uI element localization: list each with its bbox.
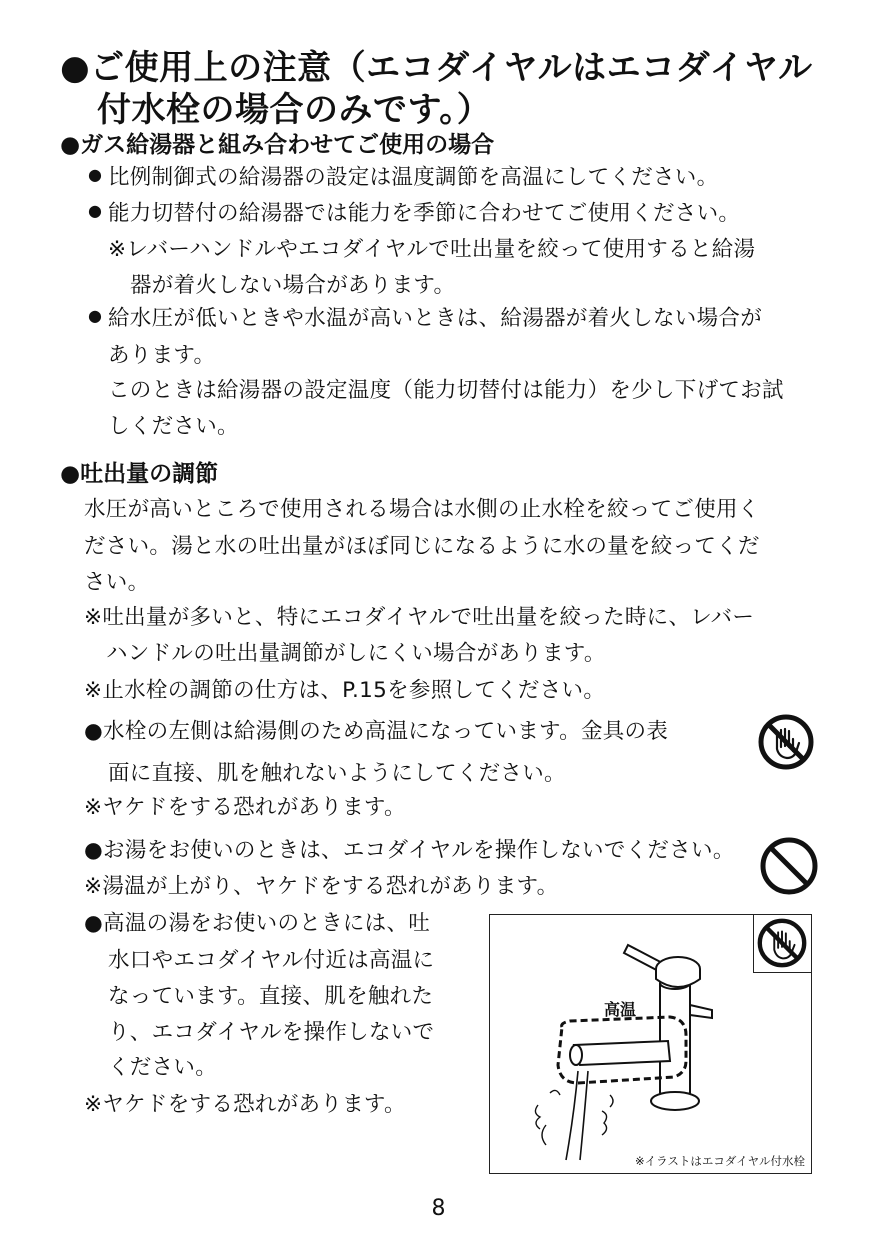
flow-paragraph-line2: ださい。湯と水の吐出量がほぼ同じになるように水の量を絞ってくだ xyxy=(84,534,760,559)
warning-1-line1: ●水栓の左側は給湯側のため高温になっています。金具の表 xyxy=(84,719,669,744)
no-touch-icon xyxy=(757,713,815,771)
warning-3-note: ※ヤケドをする恐れがあります。 xyxy=(84,1092,406,1117)
warning-3-line5: ください。 xyxy=(108,1055,218,1080)
warning-1-note: ※ヤケドをする恐れがあります。 xyxy=(84,795,406,820)
illustration-note: ※イラストはエコダイヤル付水栓 xyxy=(635,1154,805,1168)
page-number: 8 xyxy=(431,1196,446,1221)
warning-3-line2: 水口やエコダイヤル付近は高温に xyxy=(108,948,435,973)
gas-bullet-1: 比例制御式の給湯器の設定は温度調節を高温にしてください。 xyxy=(108,165,719,190)
warning-2-note: ※湯温が上がり、ヤケドをする恐れがあります。 xyxy=(84,874,559,899)
gas-note-line1: ※レバーハンドルやエコダイヤルで吐出量を絞って使用すると給湯 xyxy=(108,237,756,262)
flow-paragraph-line3: さい。 xyxy=(84,570,150,595)
flow-note-1-line2: ハンドルの吐出量調節がしにくい場合があります。 xyxy=(106,641,606,666)
faucet-illustration xyxy=(489,914,812,1174)
flow-note-1-line1: ※吐出量が多いと、特にエコダイヤルで吐出量を絞った時に、レバー xyxy=(84,605,755,630)
warning-3-line1: ●高温の湯をお使いのときには、吐 xyxy=(84,911,431,936)
faucet-drawing xyxy=(490,915,810,1173)
prohibited-icon xyxy=(759,836,819,896)
bullet-icon: ● xyxy=(88,201,102,220)
gas-bullet-3-line3: このときは給湯器の設定温度（能力切替付は能力）を少し下げてお試 xyxy=(108,378,784,403)
warning-1-line2: 面に直接、肌を触れないようにしてください。 xyxy=(108,761,566,786)
page-title-line2: 付水栓の場合のみです。） xyxy=(97,90,492,130)
gas-bullet-2: 能力切替付の給湯器では能力を季節に合わせてご使用ください。 xyxy=(108,201,741,226)
bullet-icon: ● xyxy=(88,306,102,325)
gas-bullet-3-line4: しください。 xyxy=(108,414,239,439)
warning-3-line4: り、エコダイヤルを操作しないで xyxy=(108,1020,435,1045)
gas-heater-heading: ●ガス給湯器と組み合わせてご使用の場合 xyxy=(60,132,495,158)
warning-2-line1: ●お湯をお使いのときは、エコダイヤルを操作しないでください。 xyxy=(84,838,735,863)
bullet-icon: ● xyxy=(88,165,102,184)
gas-bullet-3-line2: あります。 xyxy=(108,343,216,368)
flow-note-2: ※止水栓の調節の仕方は、P.15を参照してください。 xyxy=(84,678,606,703)
flow-paragraph-line1: 水圧が高いところで使用される場合は水側の止水栓を絞ってご使用く xyxy=(84,497,760,522)
warning-3-line3: なっています。直接、肌を触れた xyxy=(108,984,434,1009)
flow-heading: ●吐出量の調節 xyxy=(60,461,219,487)
gas-note-line2: 器が着火しない場合があります。 xyxy=(130,273,456,298)
hot-label: 高温 xyxy=(604,1000,637,1019)
page-title-line1: ●ご使用上の注意（エコダイヤルはエコダイヤル xyxy=(60,48,813,88)
gas-bullet-3-line1: 給水圧が低いときや水温が高いときは、給湯器が着火しない場合が xyxy=(108,306,763,331)
